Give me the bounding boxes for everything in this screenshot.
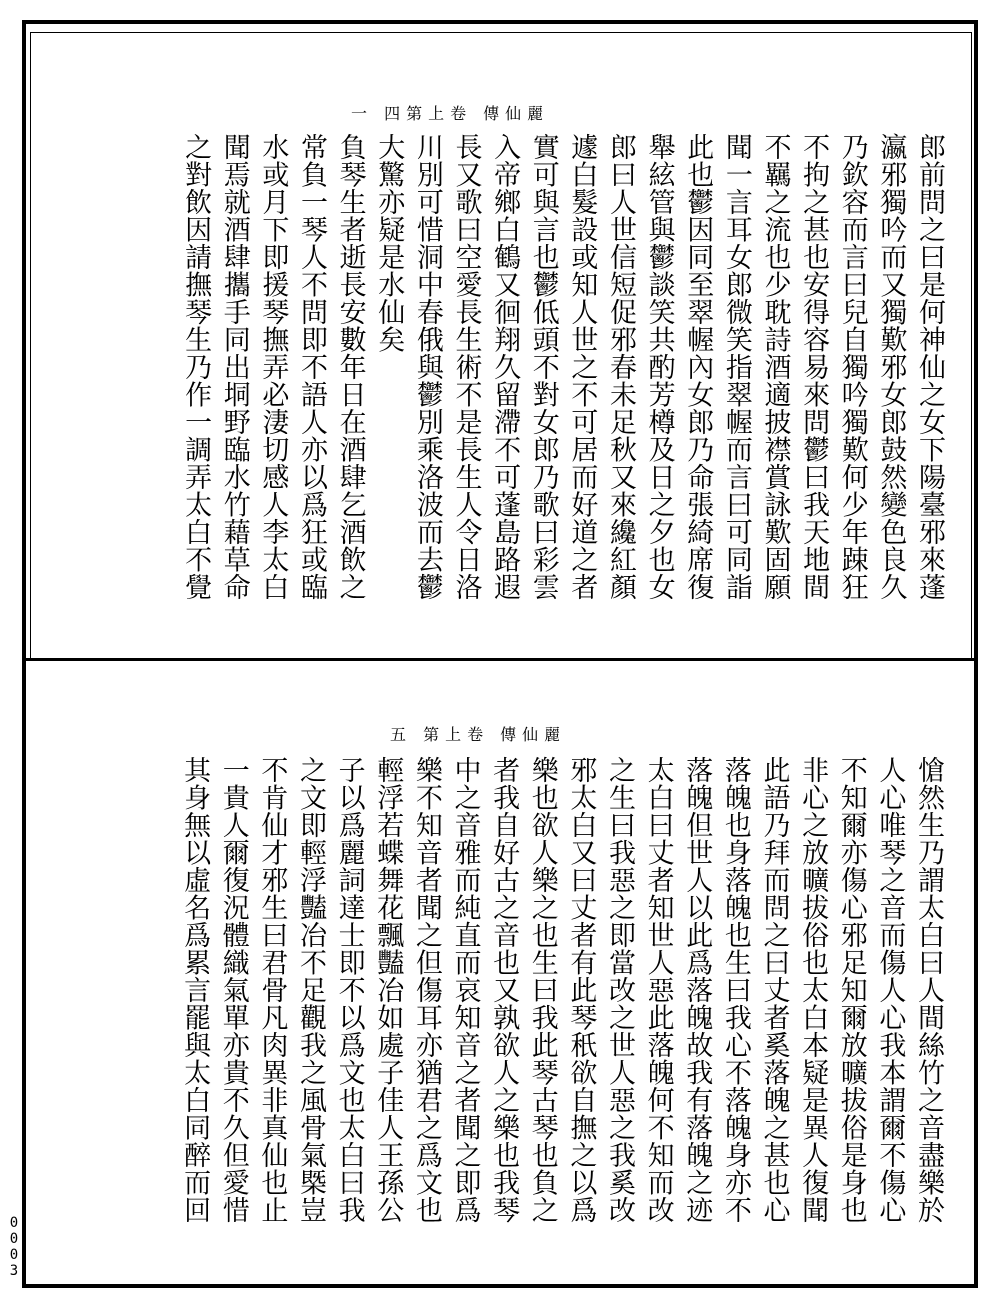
page-code: 0003 bbox=[6, 1215, 22, 1279]
text-column: 大驚亦疑是水仙矣 bbox=[373, 133, 405, 353]
text-column: 者我自好古之音也又孰欲人之樂也我琴 bbox=[488, 756, 520, 1224]
text-column: 落魄但世人以此爲落魄故我有落魄之迹 bbox=[681, 756, 713, 1224]
text-column: 舉絃管與鬱談笑共酌芳樽及日之夕也女 bbox=[643, 133, 675, 601]
text-column: 負琴生者逝長安數年日在酒肆乞酒飲之 bbox=[334, 133, 366, 601]
text-column: 聞焉就酒肆攜手同出垌野臨水竹藉草命 bbox=[218, 133, 250, 601]
lower-page bbox=[30, 664, 970, 1282]
text-column: 愴然生乃謂太白曰人間絲竹之音盡樂於 bbox=[913, 756, 944, 1224]
text-column: 入帝鄉白鶴又徊翔久留滯不可蓬島路遐 bbox=[489, 133, 521, 601]
text-column: 邪太白又曰丈者有此琴秖欲自撫之以爲 bbox=[565, 756, 597, 1224]
text-column: 不羈之流也少耽詩酒適披襟賞詠歎固願 bbox=[759, 133, 791, 601]
text-column: 瀛邪獨吟而又獨歎邪女郎鼓然變色良久 bbox=[875, 133, 907, 601]
text-column: 之生曰我惡之即當改之世人惡之我奚改 bbox=[604, 756, 635, 1224]
text-column: 人心唯琴之音而傷人心我本謂爾不傷心 bbox=[874, 756, 906, 1224]
text-column: 其身無以虛名爲累言罷與太白同醉而回 bbox=[179, 756, 211, 1224]
text-column: 子以爲麗詞達士即不以爲文也太白曰我 bbox=[333, 756, 365, 1224]
text-column: 郎前問之曰是何神仙之女下陽臺邪來蓬 bbox=[914, 133, 945, 601]
text-column: 落魄也身落魄也生曰我心不落魄身亦不 bbox=[719, 756, 751, 1224]
text-column: 聞一言耳女郎微笑指翠幄而言曰可同詣 bbox=[720, 133, 752, 601]
text-column: 川別可惜洞中春俄與鬱別乘洛波而去鬱 bbox=[411, 133, 443, 601]
text-column: 不知爾亦傷心邪足知爾放曠拔俗是身也 bbox=[835, 756, 867, 1224]
upper-page bbox=[30, 32, 972, 659]
text-column: 中之音雅而純直而哀知音之者聞之即爲 bbox=[449, 756, 481, 1224]
text-column: 此也鬱因同至翠幄內女郎乃命張綺席復 bbox=[682, 133, 714, 601]
text-column: 常負一琴人不問即不語人亦以爲狂或臨 bbox=[296, 133, 327, 601]
upper-text-columns bbox=[178, 133, 948, 633]
text-column: 乃欽容而言曰兒自獨吟獨歎何少年踈狂 bbox=[836, 133, 868, 601]
text-column: 之對飲因請撫琴生乃作一調弄太白不覺 bbox=[180, 133, 212, 601]
lower-text-columns bbox=[177, 756, 947, 1256]
text-column: 太白曰丈者知世人惡此落魄何不知而改 bbox=[642, 756, 674, 1224]
text-column: 長又歌曰空愛長生術不是長生人令日洛 bbox=[450, 133, 482, 601]
text-column: 樂也欲人樂之也生曰我此琴古琴也負之 bbox=[526, 756, 558, 1224]
text-column: 水或月下即援琴撫弄必淒切感人李太白 bbox=[257, 133, 289, 601]
lower-page-header: 五 第上卷 傳仙麗 bbox=[390, 725, 567, 744]
text-column: 不拘之甚也安得容易來問鬱曰我天地間 bbox=[798, 133, 830, 601]
text-column: 不肯仙才邪生曰君骨凡肉異非真仙也止 bbox=[256, 756, 288, 1224]
upper-page-header: 一 四第上卷 傳仙麗 bbox=[351, 104, 550, 123]
text-column: 樂不知音者聞之但傷耳亦猶君之爲文也 bbox=[410, 756, 442, 1224]
text-column: 郎曰人世信短促邪春未足秋又來纔紅顏 bbox=[605, 133, 636, 601]
text-column: 實可與言也鬱低頭不對女郎乃歌曰彩雲 bbox=[527, 133, 559, 601]
text-column: 非心之放曠拔俗也太白本疑是異人復聞 bbox=[797, 756, 829, 1224]
page-divider bbox=[26, 658, 974, 661]
text-column: 此語乃拜而問之曰丈者奚落魄之甚也心 bbox=[758, 756, 790, 1224]
text-column: 一貴人爾復況體織氣單亦貴不久但愛惜 bbox=[217, 756, 249, 1224]
text-column: 之文即輕浮豔冶不足觀我之風骨氣槩豈 bbox=[295, 756, 326, 1224]
text-column: 遽白髮設或知人世之不可居而好道之者 bbox=[566, 133, 598, 601]
text-column: 輕浮若蝶舞花飄豔冶如處子佳人王孫公 bbox=[372, 756, 404, 1224]
